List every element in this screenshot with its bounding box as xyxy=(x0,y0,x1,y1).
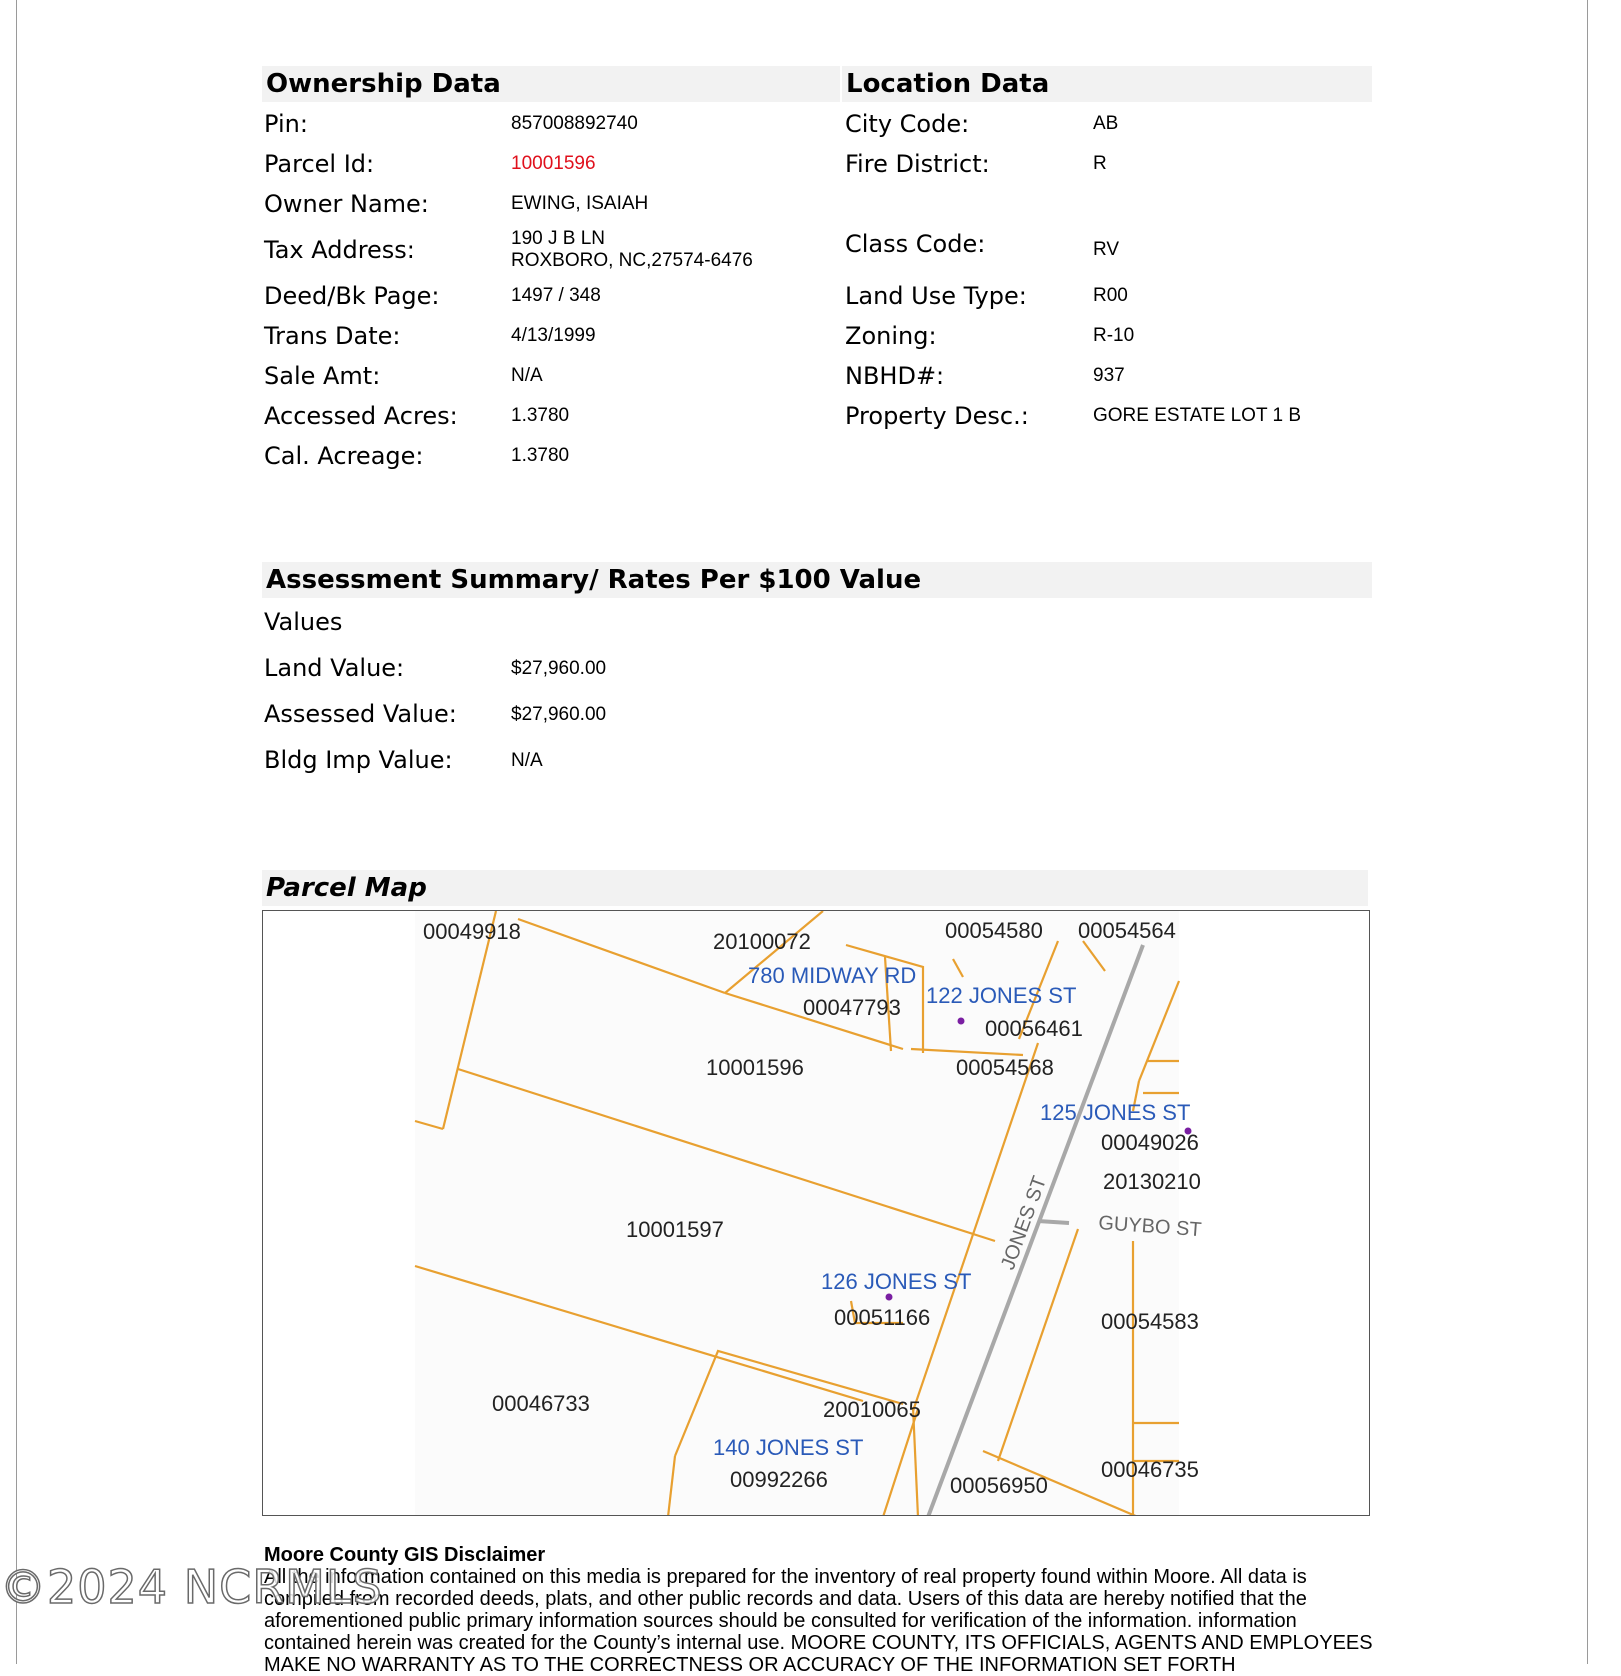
address-label: 780 MIDWAY RD xyxy=(748,963,917,988)
fire-district-value: R xyxy=(1093,153,1107,174)
parcel-label: 00056950 xyxy=(950,1473,1048,1498)
parcel-label: 00054583 xyxy=(1101,1309,1199,1334)
parcel-label: 00056461 xyxy=(985,1016,1083,1041)
zoning-label: Zoning: xyxy=(845,322,937,350)
sale-amt-value: N/A xyxy=(511,365,543,386)
watermark: ©2024 NCRMLS xyxy=(0,1560,383,1614)
zoning-value: R-10 xyxy=(1093,325,1135,346)
parcel-label: 20100072 xyxy=(713,929,811,954)
property-desc-label: Property Desc.: xyxy=(845,402,1029,430)
accessed-acres-label: Accessed Acres: xyxy=(264,402,458,430)
land-value-value: $27,960.00 xyxy=(511,658,607,679)
assessed-value-value: $27,960.00 xyxy=(511,704,607,725)
class-code-label: Class Code: xyxy=(845,230,986,258)
address-label: 125 JONES ST xyxy=(1040,1100,1191,1125)
ownership-header: Ownership Data xyxy=(262,66,840,102)
assessment-header: Assessment Summary/ Rates Per $100 Value xyxy=(262,562,1372,598)
city-code-value: AB xyxy=(1093,113,1119,134)
address-label: 140 JONES ST xyxy=(713,1435,864,1460)
parcel-label: 00049918 xyxy=(423,919,521,944)
address-label: 122 JONES ST xyxy=(926,983,1077,1008)
parcel-label: 00046733 xyxy=(492,1391,590,1416)
parcel-label: 00054580 xyxy=(945,918,1043,943)
property-desc-value: GORE ESTATE LOT 1 B xyxy=(1093,405,1301,426)
parcel-label: 00047793 xyxy=(803,995,901,1020)
address-label: 126 JONES ST xyxy=(821,1269,972,1294)
nbhd-label: NBHD#: xyxy=(845,362,945,390)
parcel-label: 00046735 xyxy=(1101,1457,1199,1482)
trans-date-label: Trans Date: xyxy=(264,322,401,350)
parcel-label: 20130210 xyxy=(1103,1169,1201,1194)
city-code-label: City Code: xyxy=(845,110,970,138)
cal-acreage-label: Cal. Acreage: xyxy=(264,442,424,470)
parcel-label: 00992266 xyxy=(730,1467,828,1492)
sale-amt-label: Sale Amt: xyxy=(264,362,381,390)
nbhd-value: 937 xyxy=(1093,365,1125,386)
land-use-type-label: Land Use Type: xyxy=(845,282,1027,310)
owner-name-label: Owner Name: xyxy=(264,190,429,218)
parcel-label: 00049026 xyxy=(1101,1130,1199,1155)
bldg-imp-value-value: N/A xyxy=(511,750,543,771)
accessed-acres-value: 1.3780 xyxy=(511,405,570,426)
parcel-map-canvas[interactable] xyxy=(263,911,1370,1516)
disclaimer-title: Moore County GIS Disclaimer xyxy=(264,1544,546,1566)
bldg-imp-value-label: Bldg Imp Value: xyxy=(264,746,453,774)
cal-acreage-value: 1.3780 xyxy=(511,445,570,466)
trans-date-value: 4/13/1999 xyxy=(511,325,596,346)
parcel-id-label: Parcel Id: xyxy=(264,150,375,178)
pin-value: 857008892740 xyxy=(511,113,638,134)
parcel-map[interactable] xyxy=(262,910,1370,1516)
deed-bk-page-label: Deed/Bk Page: xyxy=(264,282,440,310)
tax-address-label: Tax Address: xyxy=(264,236,415,264)
parcel-label: 10001596 xyxy=(706,1055,804,1080)
parcel-label: 00054564 xyxy=(1078,918,1176,943)
owner-name-value: EWING, ISAIAH xyxy=(511,193,649,214)
fire-district-label: Fire District: xyxy=(845,150,990,178)
parcel-label: 00051166 xyxy=(834,1305,931,1330)
street-label-guybo-st: GUYBO ST xyxy=(1097,1212,1203,1242)
location-header: Location Data xyxy=(842,66,1372,102)
land-use-type-value: R00 xyxy=(1093,285,1128,306)
values-subheading: Values xyxy=(264,608,343,636)
tax-address-line1: 190 J B LN xyxy=(511,228,605,249)
parcel-label: 00054568 xyxy=(956,1055,1054,1080)
parcel-map-header: Parcel Map xyxy=(262,870,1368,906)
class-code-value: RV xyxy=(1093,239,1120,260)
parcel-id-link[interactable]: 10001596 xyxy=(511,153,596,174)
pin-label: Pin: xyxy=(264,110,308,138)
disclaimer-text: All the information contained on this media is prepared for the inventory of real property found within Moore. All data is compiled from recorded deeds, plats, and other public records and data. Users of this data are hereby notified that the aforementioned public primary information sources should be consulted for verification of the information. information contained herein was created for the County’s internal use. MOORE COUNTY, ITS OFFICIALS, AGENTS AND EMPLOYEES MAKE NO WARRANTY AS TO THE CORRECTNESS OR ACCURACY OF THE INFORMATION SET FORTH xyxy=(264,1566,1373,1676)
street-label-jones-st: JONES ST xyxy=(997,1173,1052,1273)
parcel-label: 20010065 xyxy=(823,1397,921,1422)
parcel-label: 10001597 xyxy=(626,1217,724,1242)
deed-bk-page-value: 1497 / 348 xyxy=(511,285,601,306)
tax-address-line2: ROXBORO, NC,27574-6476 xyxy=(511,250,753,271)
assessed-value-label: Assessed Value: xyxy=(264,700,457,728)
land-value-label: Land Value: xyxy=(264,654,405,682)
